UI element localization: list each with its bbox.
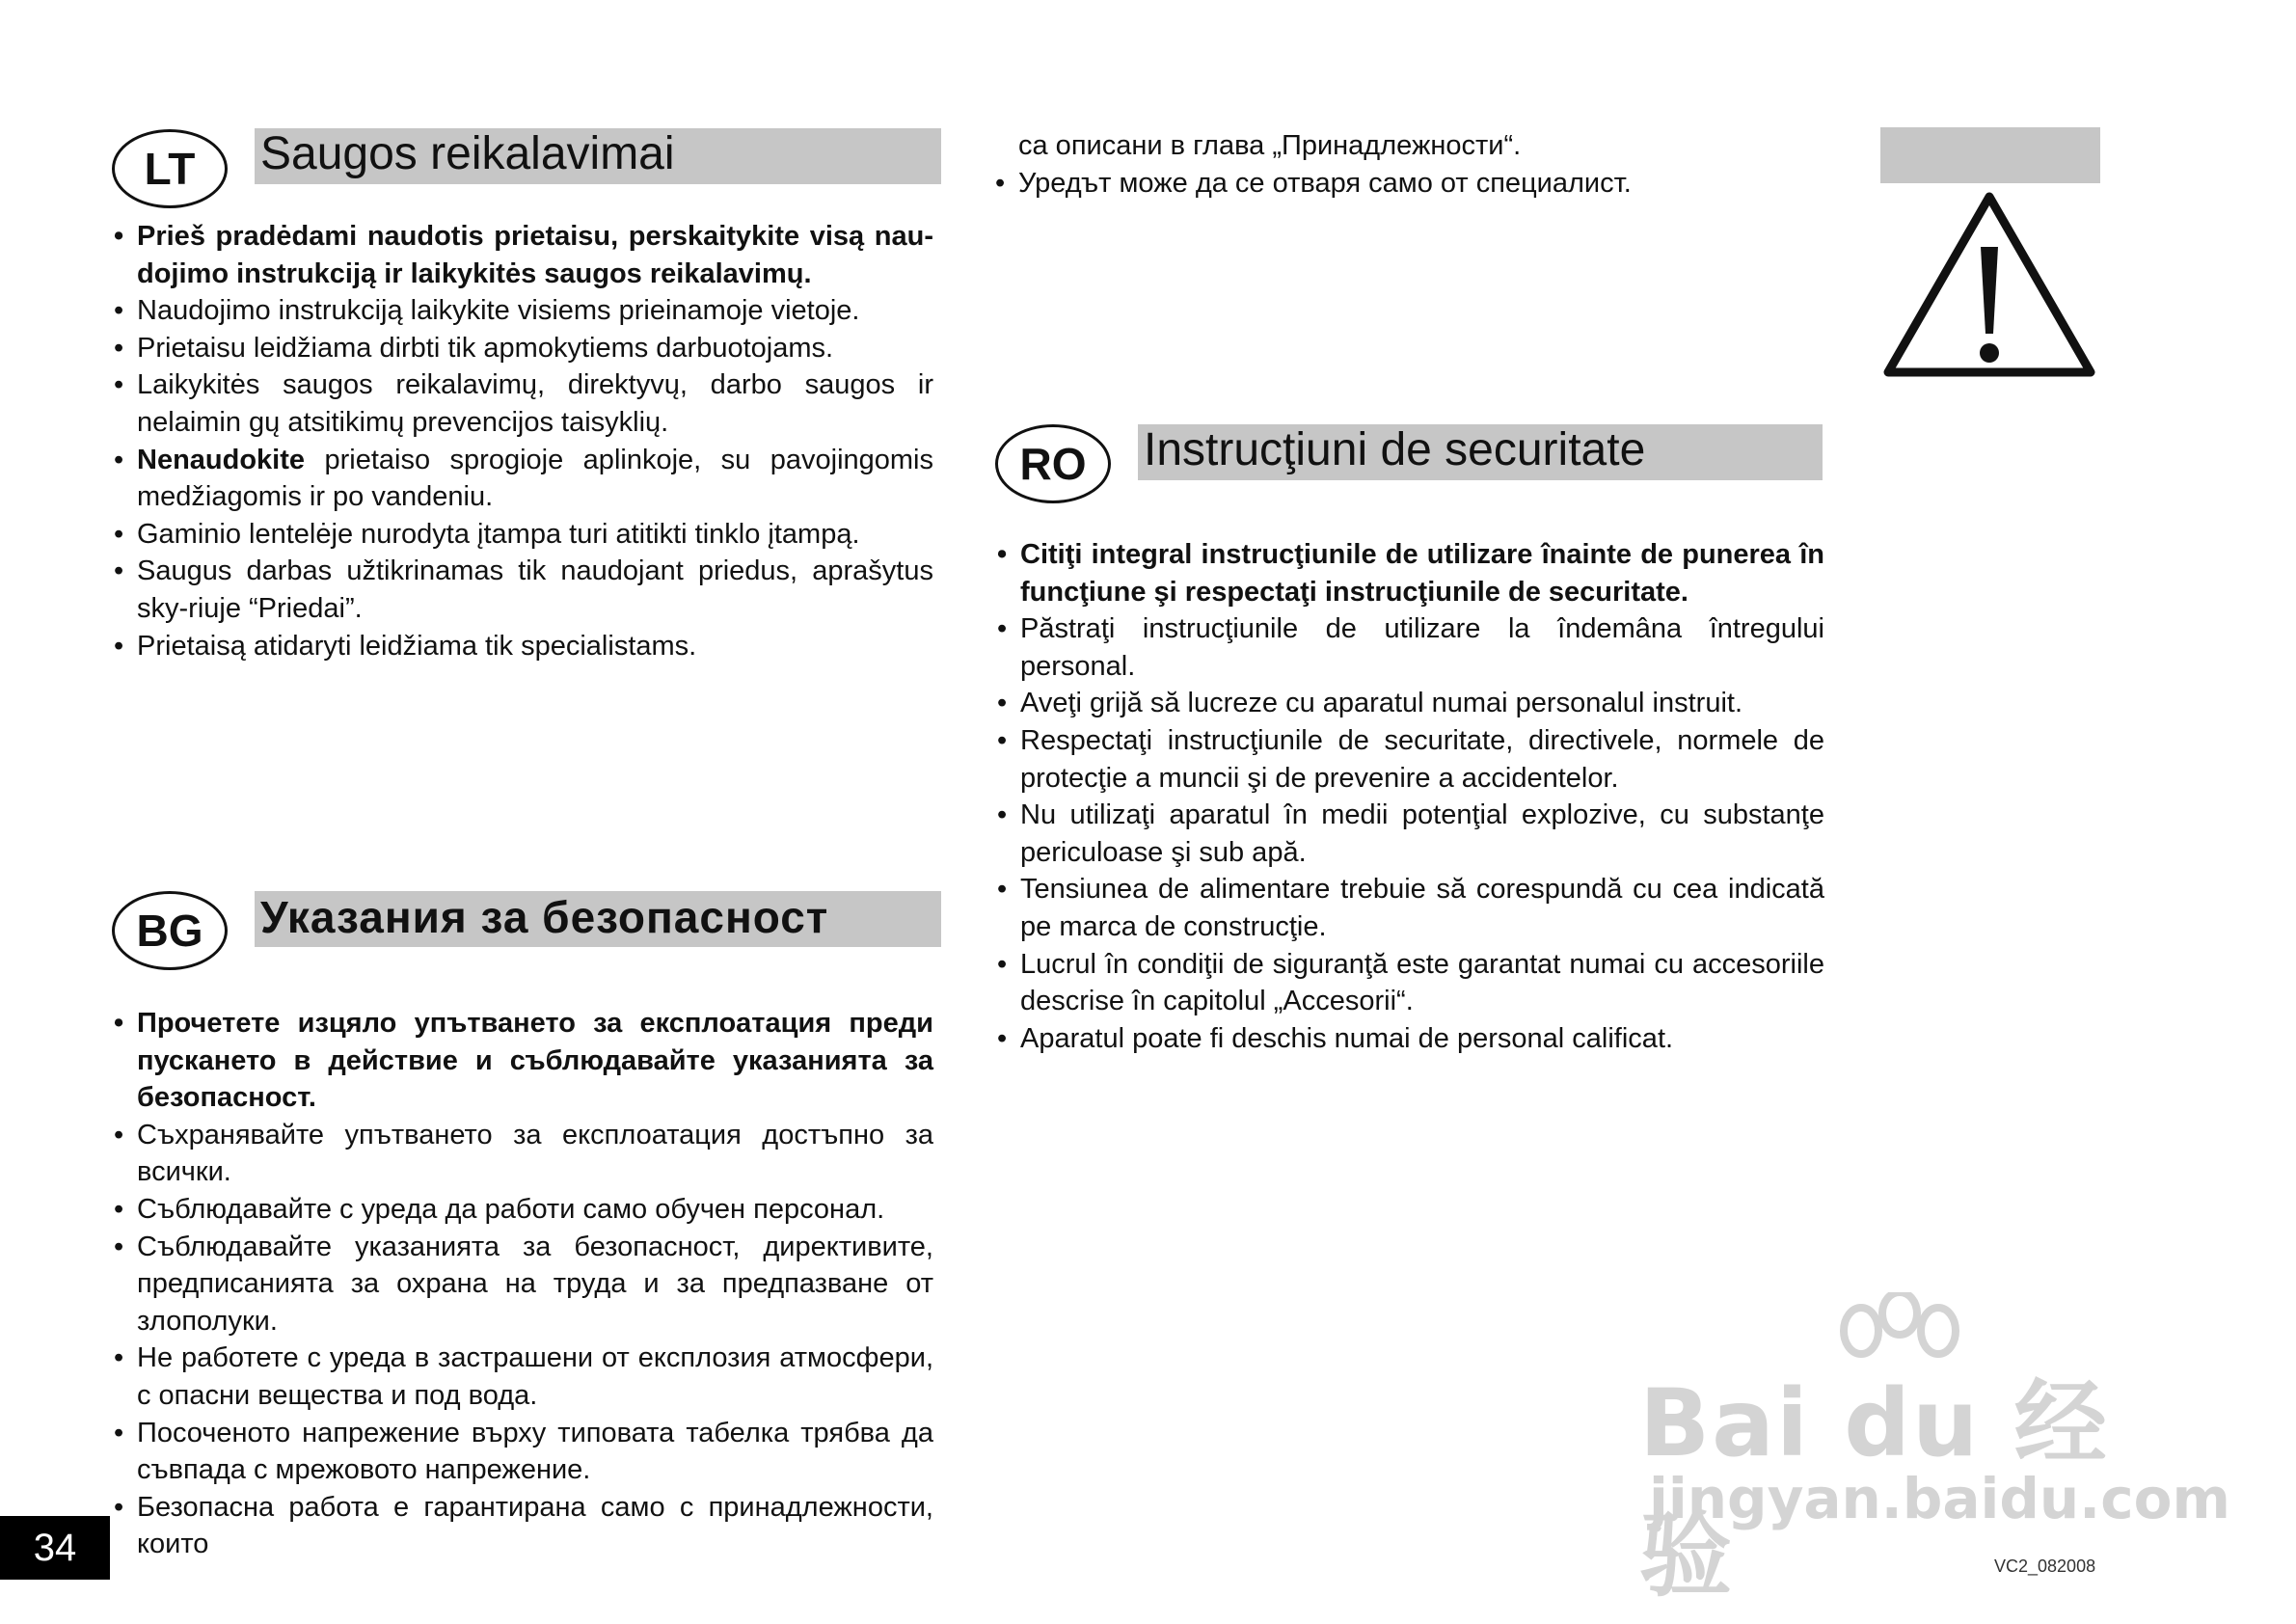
bg-safety-item-text: Съблюдавайте с уреда да работи само обучен персонал. <box>137 1193 885 1225</box>
lt-safety-item <box>114 366 933 441</box>
bg-safety-item-continued: • Уредът може да се отваря само от специалист. <box>995 165 1824 203</box>
lt-safety-item-text: Laikykitės saugos reikalavimų, direktyvų, darbo saugos ir nelaimin gų atsitikimų prevencijos taisyklių. <box>137 369 933 438</box>
ro-safety-item <box>997 946 1824 1020</box>
ro-section-title: Instrucţiuni de securitate <box>1138 424 1823 480</box>
bg-safety-item <box>114 1415 933 1489</box>
lt-safety-item-bold: Nenaudokite <box>137 444 306 475</box>
bg-safety-list-continued <box>995 127 1824 202</box>
lt-safety-item-bold: Prieš pradėdami naudotis prietaisu, perskaitykite visą nau-dojimo instrukciją ir laikykitės saugos reikalavimų. <box>137 221 933 289</box>
lt-safety-item <box>114 292 933 330</box>
bg-safety-item-bold: Прочетете изцяло упътването за експлоатация преди пускането в действие и съблюдавайте указанията за безопасност. <box>137 1008 933 1114</box>
lt-safety-item-text: Prietaisą atidaryti leidžiama tik specialistams. <box>137 630 697 662</box>
lt-safety-item-text: Gaminio lentelėje nurodyta įtampa turi atitikti tinklo įtampą. <box>137 518 860 550</box>
watermark-url: jingyan.baidu.com <box>1649 1466 2230 1531</box>
ro-safety-item-text: Aparatul poate fi deschis numai de personal calificat. <box>1020 1022 1674 1054</box>
ro-safety-item <box>997 1020 1824 1058</box>
ro-safety-list <box>997 536 1824 1057</box>
lt-safety-item-text: prietaiso sprogioje aplinkoje, su pavojingomis medžiagomis ir po vandeniu. <box>137 444 933 513</box>
ro-safety-item-text: Lucrul în condiţii de siguranţă este garantat numai cu accesoriile descrise în capitolul „Accesorii“. <box>1020 948 1824 1017</box>
lt-safety-item <box>114 442 933 516</box>
bg-safety-item <box>114 1191 933 1229</box>
ro-safety-item <box>997 797 1824 871</box>
watermark-brand: Bai du 经验 <box>1639 1369 2109 1610</box>
lt-language-badge: LT <box>112 129 228 208</box>
ro-safety-item-text: Păstraţi instrucţiunile de utilizare la îndemâna întregului personal. <box>1020 613 1824 682</box>
lt-section-title: Saugos reikalavimai <box>255 128 941 184</box>
bg-language-badge: BG <box>112 891 228 970</box>
ro-safety-item-bold: Citiţi integral instrucţiunile de utilizare înainte de punerea în funcţiune şi respectaţi instrucţiunile de securitate. <box>1020 539 1824 608</box>
ro-safety-item-text: Nu utilizaţi aparatul în medii potenţial explozive, cu substanţe periculoase şi sub apă. <box>1020 799 1824 868</box>
lt-safety-list <box>114 218 933 664</box>
bg-safety-item-continued: са описани в глава „Принадлежности“. <box>1018 130 1522 161</box>
page-number: 34 <box>0 1516 110 1580</box>
lt-safety-item <box>114 628 933 665</box>
lt-safety-item-text: Naudojimo instrukciją laikykite visiems prieinamoje vietoje. <box>137 295 860 327</box>
ro-safety-item-text: Aveţi grijă să lucreze cu aparatul numai personalul instruit. <box>1020 688 1743 719</box>
lt-safety-item <box>114 516 933 554</box>
lt-safety-item <box>114 553 933 627</box>
ro-safety-item-text: Tensiunea de alimentare trebuie să corespundă cu cea indicată pe marca de construcţie. <box>1020 874 1824 942</box>
bg-safety-item-text: Не работете с уреда в застрашени от експлозия атмосфери, с опасни вещества и под вода. <box>137 1342 933 1411</box>
bg-safety-item-text: Посоченото напрежение върху типовата табелка трябва да съвпада с мрежовото напрежение. <box>137 1417 933 1486</box>
bg-safety-item <box>114 1340 933 1414</box>
bg-safety-item-text: Съхранявайте упътването за експлоатация достъпно за всички. <box>137 1119 933 1188</box>
ro-safety-item <box>997 722 1824 797</box>
bg-section-title: Указания за безопасност <box>255 891 941 947</box>
ro-safety-item <box>997 610 1824 685</box>
bg-safety-item <box>114 1489 933 1563</box>
ro-safety-item <box>997 685 1824 722</box>
document-code: VC2_082008 <box>1994 1556 2096 1576</box>
bg-safety-list <box>114 1005 933 1563</box>
warning-header-bar <box>1880 127 2100 183</box>
bg-safety-item-text: Съблюдавайте указанията за безопасност, директивите, предписанията за охрана на труда и за предпазване от злополуки. <box>137 1231 933 1337</box>
ro-safety-item <box>997 536 1824 610</box>
warning-triangle-icon <box>1880 189 2098 382</box>
bg-safety-item <box>114 1005 933 1117</box>
lt-safety-item-text: Prietaisu leidžiama dirbti tik apmokytiems darbuotojams. <box>137 332 834 364</box>
lt-safety-item-text: Saugus darbas užtikrinamas tik naudojant priedus, aprašytus sky-riuje “Priedai”. <box>137 555 933 624</box>
ro-safety-item-text: Respectaţi instrucţiunile de securitate, directivele, normele de protecţie a muncii şi de prevenire a accidentelor. <box>1020 724 1824 794</box>
bg-safety-item <box>114 1117 933 1191</box>
bg-safety-item-text: Безопасна работа е гарантирана само с принадлежности, които <box>137 1491 933 1560</box>
lt-safety-item <box>114 218 933 292</box>
ro-safety-item <box>997 871 1824 945</box>
lt-safety-item <box>114 330 933 367</box>
ro-language-badge: RO <box>995 424 1111 503</box>
bg-safety-item <box>114 1229 933 1340</box>
